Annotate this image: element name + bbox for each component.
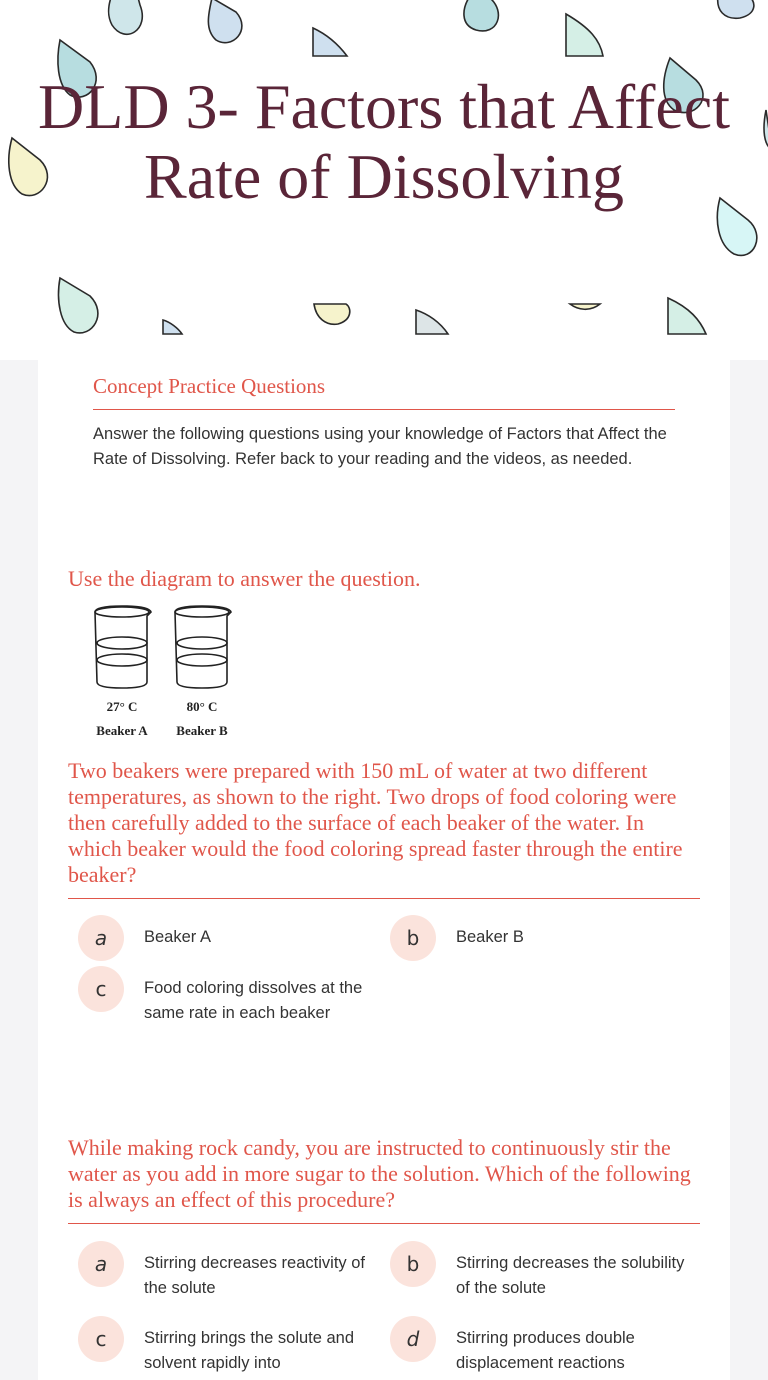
raindrop-icon	[570, 304, 600, 309]
option-letter-badge: b	[390, 1241, 436, 1287]
raindrop-icon	[314, 304, 350, 324]
question-card	[38, 360, 730, 1380]
raindrop-icon	[668, 298, 706, 334]
option-letter-badge: b	[390, 915, 436, 961]
option-letter-badge: c	[78, 1316, 124, 1362]
beaker-a-temp: 27° C	[106, 699, 138, 714]
beaker-a-label: Beaker A	[96, 723, 148, 738]
option-text: Stirring produces double displacement reactions	[456, 1329, 635, 1372]
page-title: DLD 3- Factors that Affect Rate of Dissolving	[38, 71, 730, 212]
beaker-b-temp: 80° C	[186, 699, 218, 714]
raindrop-icon	[313, 28, 347, 56]
raindrop-icon	[163, 320, 182, 334]
raindrop-icon	[718, 0, 754, 18]
raindrop-icon	[416, 310, 448, 334]
beaker-diagram	[86, 604, 256, 744]
option-letter-badge: d	[390, 1316, 436, 1362]
raindrop-icon	[464, 0, 498, 31]
option-letter-badge: c	[78, 966, 124, 1012]
question-1-text: Two beakers were prepared with 150 mL of water at two different temperatures, as shown to the right. Two drops of food coloring were then carefully added to the surface of each beaker of the water. In which beaker would the food coloring spread faster through the entire beaker?	[68, 758, 700, 899]
beaker-b-label: Beaker B	[176, 723, 228, 738]
raindrop-icon	[109, 0, 143, 34]
raindrop-icon	[208, 0, 242, 43]
option-text: Beaker B	[456, 928, 524, 946]
option-letter-badge: a	[78, 915, 124, 961]
title-banner	[0, 0, 768, 360]
raindrop-icon	[59, 278, 98, 333]
raindrop-icon	[566, 14, 603, 56]
section-heading: Concept Practice Questions	[93, 374, 675, 410]
section-intro: Answer the following questions using your knowledge of Factors that Affect the Rate of Dissolving. Refer back to your reading and the videos, as needed.	[93, 425, 667, 468]
option-text: Stirring brings the solute and solvent rapidly into	[144, 1329, 355, 1372]
question-1-prompt: Use the diagram to answer the question.	[68, 566, 421, 591]
option-text: Beaker A	[144, 928, 211, 946]
option-letter-badge: a	[78, 1241, 124, 1287]
option-text: Stirring decreases reactivity of the solute	[144, 1254, 366, 1297]
option-text: Stirring decreases the solubility of the solute	[456, 1254, 685, 1297]
option-text: Food coloring dissolves at the same rate in each beaker	[144, 979, 363, 1022]
question-2-text: While making rock candy, you are instructed to continuously stir the water as you add in more sugar to the solution. Which of the following is always an effect of this procedure?	[68, 1135, 700, 1224]
